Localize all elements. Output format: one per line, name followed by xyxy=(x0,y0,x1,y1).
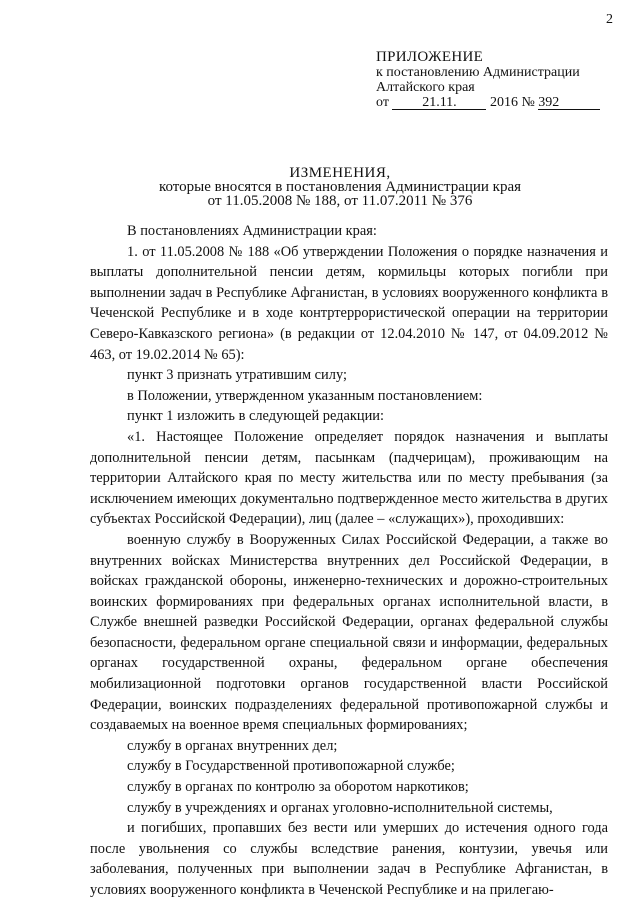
appendix-block xyxy=(376,50,600,112)
title-line-3: от 11.05.2008 № 188, от 11.07.2011 № 376 xyxy=(207,193,473,209)
paragraph: 1. от 11.05.2008 № 188 «Об утверждении Положения о порядке назначения и выплаты дополнительной пенсии детям, кормильцы которых погибли при выполнении задач в Республике Афганистан, в условиях вооруженного конфликта в Чеченской Республике и в ходе контртеррористической операции на территории Северо-Кавказского региона» (в редакции от 12.04.2010 № 147, от 04.09.2012 № 463, от 19.02.2014 № 65): xyxy=(90,243,608,363)
paragraph: «1. Настоящее Положение определяет порядок назначения и выплаты дополнительной пенсии детям, пасынкам (падчерицам), проживающим на территории Алтайского края по месту жительства или по месту пребывания (за исключением имеющих документально подтвержденное место жительства в других субъектах Российской Федерации), лиц (далее – «служащих»), проходивших: xyxy=(90,428,608,528)
decree-number: 392 xyxy=(538,96,600,110)
appendix-heading: ПРИЛОЖЕНИЕ xyxy=(376,49,484,65)
paragraph: службу в Государственной противопожарной службе; xyxy=(127,758,455,775)
date-value: 21.11. xyxy=(392,96,486,110)
title-line-2: которые вносятся в постановления Администрации края xyxy=(158,179,522,195)
appendix-date-line xyxy=(376,95,600,112)
paragraph: пункт 1 изложить в следующей редакции: xyxy=(127,408,384,425)
paragraph: В постановлениях Администрации края: xyxy=(127,223,377,239)
paragraph: и погибших, пропавших без вести или умерших до истечения одного года после увольнения со службы вследствие ранения, контузии, увечья или заболевания, полученных при выполнении задач в Республике Афганистан, в условиях вооруженного конфликта в Чеченской Республике и на прилегаю- xyxy=(90,820,608,898)
paragraph: службу в учреждениях и органах уголовно-исполнительной системы, xyxy=(127,799,553,816)
date-prefix: от xyxy=(376,95,389,110)
appendix-line-2: Алтайского края xyxy=(376,80,475,95)
paragraph: военную службу в Вооруженных Силах Российской Федерации, а также во внутренних войсках Министерства внутренних дел Российской Федерации, в войсках гражданской обороны, инженерно-технических и дорожно-строительных воинских формированиях при федеральных органах исполнительной власти, в Службе внешней разведки Российской Федерации, органах федеральной службы безопасности, федеральном органе специальной связи и информации, федеральных органах государственной охраны, федеральном органе обеспечения мобилизационной подготовки органов государственной власти Российской Федерации, воинских подразделениях федеральной противопожарной службы и создаваемых на военное время специальных формированиях; xyxy=(90,531,608,734)
paragraph: в Положении, утвержденном указанным постановлением: xyxy=(127,387,483,404)
paragraph: службу в органах по контролю за оборотом наркотиков; xyxy=(127,779,469,796)
title-line-1: ИЗМЕНЕНИЯ, xyxy=(289,165,391,181)
page-number: 2 xyxy=(606,12,613,27)
paragraph: пункт 3 признать утратившим силу; xyxy=(127,367,347,384)
appendix-line-1: к постановлению Администрации xyxy=(376,65,580,80)
document-title xyxy=(0,166,640,208)
document-body xyxy=(90,221,608,901)
paragraph: службу в органах внутренних дел; xyxy=(127,737,338,754)
year-number-label: 2016 № xyxy=(489,95,535,110)
